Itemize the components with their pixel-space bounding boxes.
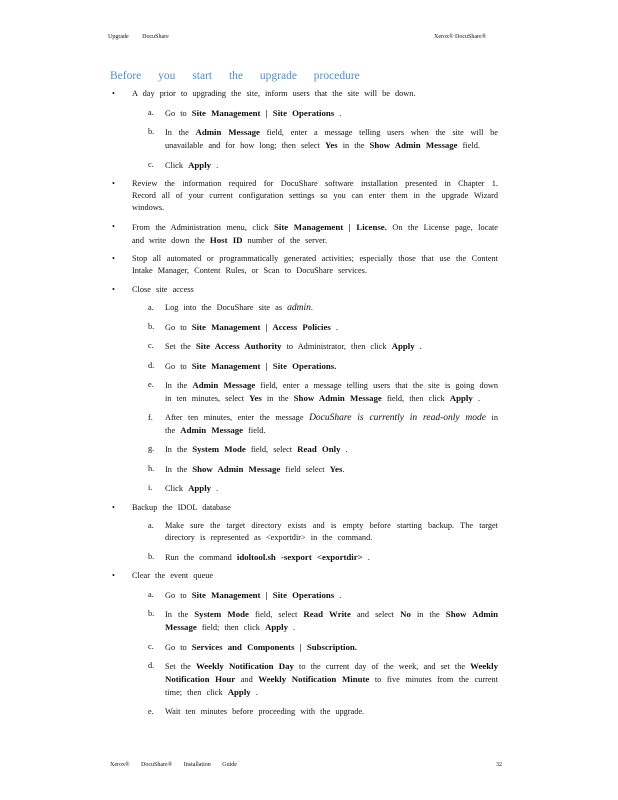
body-text: field, enter a message telling users that the site is going down in ten minutes, select	[165, 381, 498, 403]
ui-term: Yes	[329, 463, 343, 474]
step-item	[110, 608, 498, 634]
step-marker: c.	[148, 159, 154, 169]
bullet-item	[110, 570, 498, 582]
ui-term: Admin Message	[192, 380, 256, 390]
bullet-marker: •	[112, 254, 115, 263]
body-text: Set the	[165, 662, 196, 671]
ui-term: Admin Message	[180, 424, 244, 435]
step-marker: c.	[148, 641, 154, 651]
body-text: Go to	[165, 322, 192, 332]
step-item	[110, 107, 498, 120]
bullet-marker: •	[112, 89, 115, 98]
body-text: In the	[165, 610, 195, 619]
step-marker: a.	[148, 589, 154, 599]
ui-term: Site Management | Site Operations	[191, 107, 335, 118]
body-text: to five minutes from the current time; then click	[165, 675, 499, 697]
body-text: field select	[280, 464, 330, 474]
body-text: .	[342, 464, 345, 474]
body-text: in the	[337, 141, 370, 150]
step-marker: b.	[148, 551, 155, 561]
bullet-item	[110, 178, 498, 214]
body-text: Go to	[165, 642, 192, 652]
bullet-marker: •	[112, 571, 115, 580]
body-text: .	[334, 590, 342, 600]
instruction-list	[110, 88, 498, 718]
body-text: In the	[165, 445, 193, 454]
step-item	[110, 660, 498, 699]
ui-term: Apply	[449, 393, 473, 403]
body-text: field, select	[245, 445, 298, 454]
header-section: Upgrade	[108, 34, 129, 40]
ui-term: Apply	[188, 483, 212, 493]
body-text: .	[362, 552, 370, 562]
bullet-item	[110, 221, 498, 247]
header-product: DocuShare	[142, 34, 169, 40]
emphasis-text: DocuShare is currently in read-only mode	[309, 412, 487, 423]
body-text: From the Administration menu, click	[132, 222, 275, 232]
ui-term: Yes	[324, 140, 338, 150]
body-text: Close site access	[132, 284, 194, 294]
ui-term: Read Only	[297, 444, 341, 454]
bullet-item	[110, 253, 498, 277]
ui-term: Show Admin Message	[369, 140, 458, 150]
bullet-marker: •	[112, 221, 115, 231]
body-text: in the	[410, 610, 446, 619]
step-marker: b.	[148, 321, 155, 331]
body-text: Log into the DocuShare site as	[165, 303, 288, 312]
body-text: Make sure the target directory exists and is empty before starting backup. The target directory is represented as <exportdir> in the command.	[165, 521, 498, 542]
body-text: field.	[457, 141, 480, 150]
bullet-item	[110, 284, 498, 296]
step-item	[110, 412, 498, 437]
bullet-marker: •	[112, 502, 115, 512]
ui-term: Apply	[391, 341, 415, 351]
body-text: field, enter a message telling users when the site will be unavailable and for how long; then select	[165, 128, 498, 150]
step-marker: e.	[148, 706, 154, 716]
body-text: field.	[243, 425, 266, 435]
step-item	[110, 379, 498, 405]
body-text: .	[287, 623, 296, 632]
body-text: Go to	[165, 108, 192, 118]
body-text: .	[211, 484, 219, 493]
step-item	[110, 482, 498, 495]
ui-term: Admin Message	[195, 127, 260, 137]
step-marker: b.	[148, 609, 155, 618]
step-item	[110, 340, 498, 353]
running-header-right: Xerox® DocuShare®	[434, 34, 487, 40]
step-marker: d.	[148, 360, 155, 370]
body-text: and	[235, 675, 259, 684]
body-text: Backup the IDOL database	[132, 502, 231, 512]
ui-term: Host ID	[209, 234, 243, 245]
body-text: Stop all automated or programmatically generated activities; especially those that use the Content Intake Manager, Content Rules, or Scan to DocuShare services.	[132, 254, 498, 275]
ui-term: Weekly Notification Minute	[258, 674, 370, 684]
footer-title: Xerox® DocuShare® Installation Guide	[110, 762, 237, 768]
step-marker: c.	[148, 341, 154, 350]
body-text: .	[310, 303, 313, 312]
ui-term: Show Admin Message	[192, 463, 281, 474]
step-marker: i.	[148, 483, 153, 492]
page-number: 32	[496, 762, 502, 768]
body-text: In the	[165, 464, 193, 474]
body-text: In the	[165, 128, 196, 137]
body-text: .	[340, 445, 348, 454]
step-item	[110, 641, 498, 654]
running-header-left	[108, 34, 169, 40]
step-marker: g.	[148, 444, 155, 453]
ui-term: Yes	[249, 393, 262, 403]
step-item	[110, 321, 498, 334]
body-text: Go to	[165, 590, 192, 600]
body-text: Wait ten minutes before proceeding with the upgrade.	[165, 706, 365, 716]
step-item	[110, 159, 498, 172]
step-marker: b.	[148, 127, 155, 136]
body-text: Go to	[165, 361, 192, 371]
step-marker: a.	[148, 303, 154, 312]
body-text: Click	[165, 160, 189, 170]
step-item	[110, 302, 498, 314]
step-item	[110, 551, 498, 564]
ui-term: Site Management | Access Policies	[191, 321, 331, 332]
body-text: to Administrator, then click	[281, 342, 392, 351]
step-marker: f.	[148, 412, 153, 422]
ui-term: Show Admin Message	[293, 393, 382, 403]
ui-term: Site Management | Site Operations.	[191, 360, 337, 371]
body-text: Click	[165, 484, 189, 493]
ui-term: idoltool.sh -sexport <exportdir>	[236, 551, 363, 562]
body-text: in the	[165, 412, 499, 435]
ui-term: Read Write	[303, 609, 351, 619]
ui-term: Services and Components | Subscription.	[191, 641, 357, 652]
body-text: field, then click	[381, 394, 450, 403]
step-item	[110, 360, 498, 373]
ui-term: No	[400, 609, 411, 619]
body-text: Clear the event queue	[132, 571, 214, 580]
bullet-item	[110, 88, 498, 100]
body-text: Review the information required for DocuShare software installation presented in Chapter 1. Record all of your current configuration settings so you can enter them in the upgrade Wizard windows.	[132, 179, 498, 212]
step-item	[110, 589, 498, 602]
body-text: A day prior to upgrading the site, inform users that the site will be down.	[132, 89, 416, 98]
body-text: Run the command	[165, 552, 237, 562]
ui-term: Site Management | Site Operations	[191, 589, 335, 600]
body-text: .	[250, 688, 258, 697]
body-text: .	[330, 322, 338, 332]
bullet-marker: •	[112, 179, 115, 188]
body-text: .	[211, 160, 219, 170]
step-marker: a.	[148, 107, 154, 117]
step-marker: a.	[148, 521, 154, 530]
body-text: In the	[165, 381, 193, 390]
step-marker: e.	[148, 380, 154, 389]
ui-term: Apply	[264, 622, 288, 632]
ui-term: Weekly Notification Day	[195, 661, 294, 671]
bullet-item	[110, 502, 498, 514]
body-text: in the	[261, 394, 294, 403]
ui-term: System Mode	[192, 444, 246, 454]
body-text: On the License page, locate and write down the	[132, 222, 498, 245]
step-item	[110, 463, 498, 476]
page-content	[110, 70, 498, 724]
bullet-marker: •	[112, 284, 115, 294]
body-text: to the current day of the week, and set the	[293, 662, 471, 671]
ui-term: Weekly Notification Hour	[165, 661, 499, 684]
body-text: Set the	[165, 342, 196, 351]
section-heading: Before you start the upgrade procedure	[110, 70, 360, 82]
ui-term: Show Admin Message	[165, 609, 498, 632]
body-text: number of the server.	[242, 235, 328, 245]
body-text: field; then click	[196, 623, 265, 632]
ui-term: Site Access Authority	[195, 341, 282, 351]
step-marker: d.	[148, 661, 155, 670]
step-marker: h.	[148, 463, 155, 473]
step-item	[110, 443, 498, 456]
step-item	[110, 126, 498, 152]
body-text: .	[334, 108, 342, 118]
step-item	[110, 706, 498, 718]
ui-term: Apply	[188, 159, 212, 170]
ui-term: Site Management | License.	[274, 221, 387, 232]
body-text: field, select	[248, 610, 304, 619]
body-text: After ten minutes, enter the message	[165, 412, 310, 422]
body-text: .	[414, 342, 422, 351]
body-text: and select	[350, 610, 401, 619]
ui-term: Apply	[227, 687, 251, 697]
ui-term: System Mode	[194, 609, 249, 619]
body-text: .	[472, 394, 480, 403]
step-item	[110, 520, 498, 544]
emphasis-text: admin	[287, 303, 311, 313]
